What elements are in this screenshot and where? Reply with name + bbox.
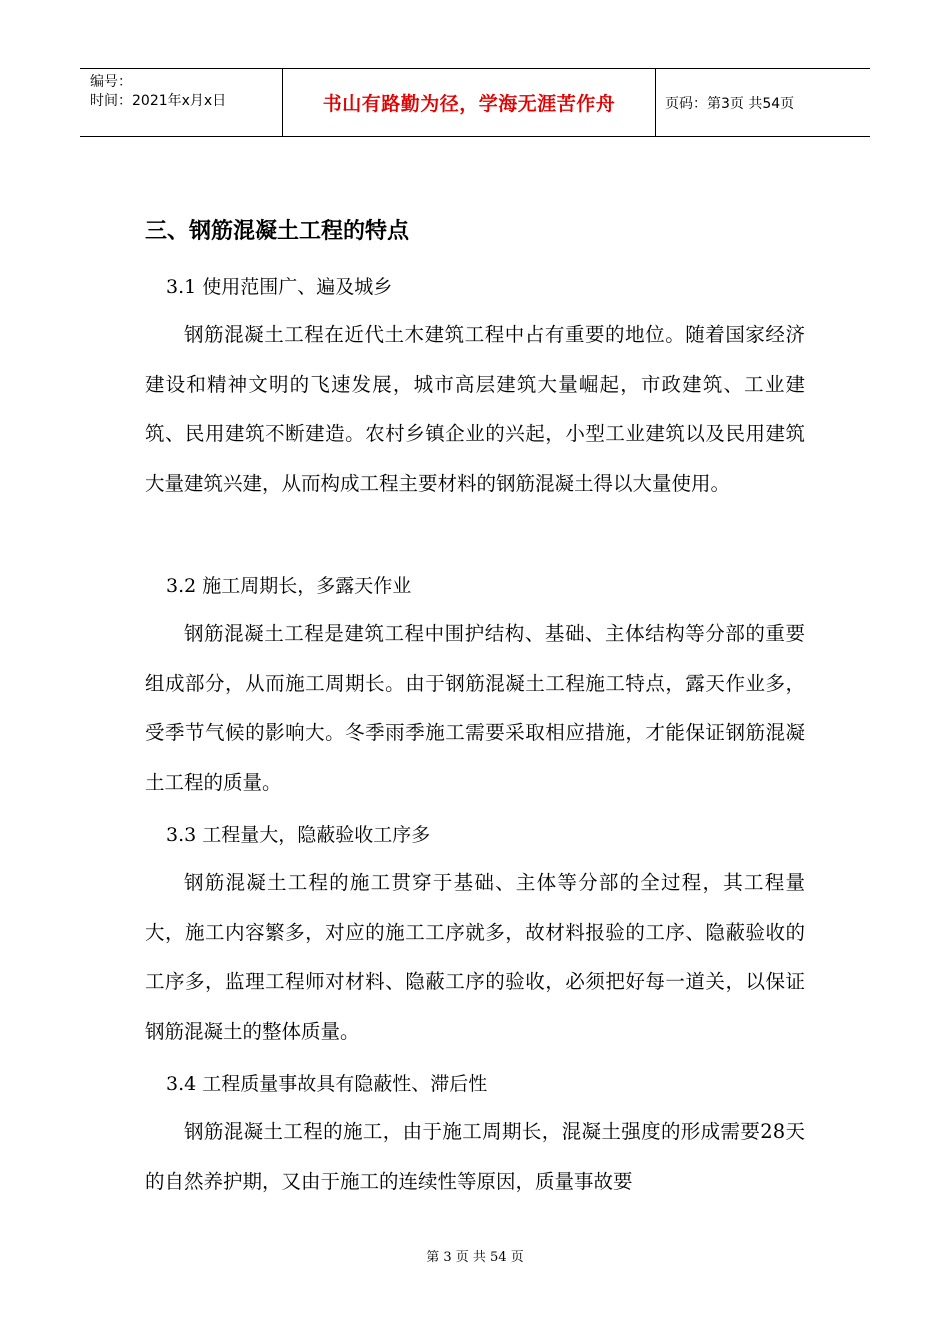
page-info: 页码：第3页 共54页 xyxy=(665,95,795,112)
subsection-title: 3.2 施工周期长，多露天作业 xyxy=(166,575,412,597)
paragraph: 钢筋混凝土工程的施工贯穿于基础、主体等分部的全过程，其工程量大，施工内容繁多，对应的施工工序就多，故材料报验的工序、隐蔽验收的工序多，监理工程师对材料、隐蔽工序的验收，必须把好每一道关，以保证钢筋混凝土的整体质量。 xyxy=(145,871,805,1043)
document-header xyxy=(80,68,870,137)
header-motto-cell xyxy=(282,69,656,136)
section-heading: 三、钢筋混凝土工程的特点 xyxy=(145,219,410,244)
paragraph: 钢筋混凝土工程是建筑工程中围护结构、基础、主体结构等分部的重要组成部分，从而施工周期长。由于钢筋混凝土工程施工特点，露天作业多，受季节气候的影响大。冬季雨季施工需要采取相应措施，才能保证钢筋混凝土工程的质量。 xyxy=(145,622,805,794)
subsection-title: 3.1 使用范围广、遍及城乡 xyxy=(166,276,393,298)
header-page-cell xyxy=(655,69,870,136)
number-label: 编号： xyxy=(90,74,132,90)
paragraph: 钢筋混凝土工程的施工，由于施工周期长，混凝土强度的形成需要28天的自然养护期，又由于施工的连续性等原因，质量事故要 xyxy=(145,1120,805,1193)
motto-text: 书山有路勤为径，学海无涯苦作舟 xyxy=(322,93,616,115)
subsection-title: 3.4 工程质量事故具有隐蔽性、滞后性 xyxy=(166,1073,488,1095)
subsection-title: 3.3 工程量大，隐蔽验收工序多 xyxy=(166,824,431,846)
page-footer: 第 3 页 共 54 页 xyxy=(426,1250,524,1265)
paragraph: 钢筋混凝土工程在近代土木建筑工程中占有重要的地位。随着国家经济建设和精神文明的飞速发展，城市高层建筑大量崛起，市政建筑、工业建筑、民用建筑不断建造。农村乡镇企业的兴起，小型工业建筑以及民用建筑大量建筑兴建，从而构成工程主要材料的钢筋混凝土得以大量使用。 xyxy=(145,323,805,495)
header-meta-cell xyxy=(80,69,282,136)
time-label: 时间：2021年x月x日 xyxy=(90,93,227,109)
